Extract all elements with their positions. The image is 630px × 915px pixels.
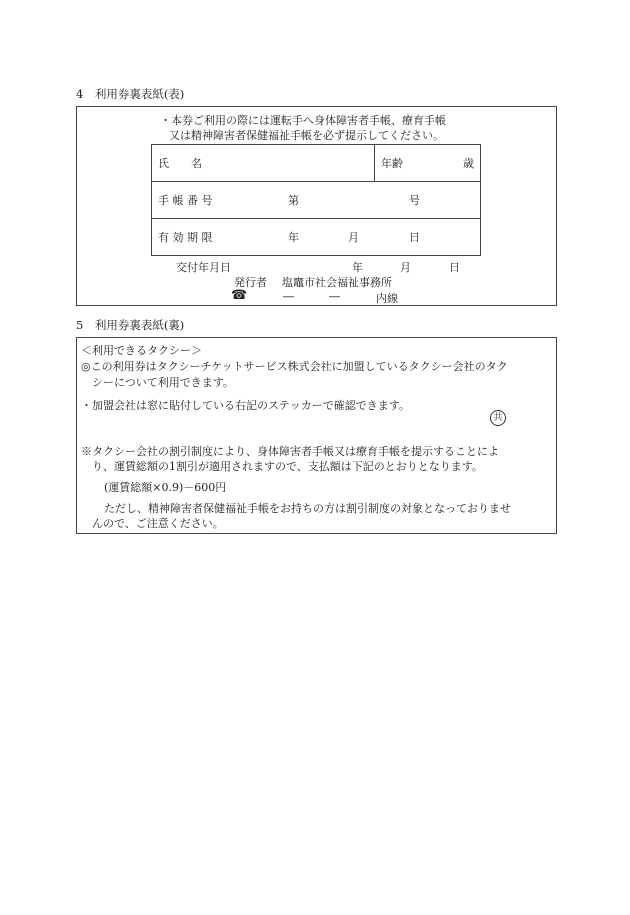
para2: ・加盟会社は窓に貼付している右記のステッカーで確認できます。 [81,399,410,412]
validity-day: 日 [409,231,420,244]
para1-line-1: ◎この利用券はタクシーチケットサービス株式会社に加盟しているタクシー会社のタク [81,360,508,373]
discount-formula: (運賃総額×0.9)－600円 [104,481,227,494]
para4-line-1: ただし、精神障害者保健福祉手帳をお持ちの方は割引制度の対象となっておりませ [104,502,511,515]
handbook-row [152,182,481,219]
issue-date-label: 交付年月日 [176,261,231,274]
extension-label: 内線 [376,292,398,305]
age-label: 年齢 [381,157,403,170]
name-row [152,145,481,182]
phone-dash-1: ― [283,290,294,303]
validity-label: 有 効 期 限 [158,231,213,244]
issue-month: 月 [400,261,411,274]
validity-year: 年 [288,231,299,244]
telephone-icon: ☎ [231,288,248,303]
issuer-name: 塩竈市社会福祉事務所 [282,276,392,289]
name-label: 氏 名 [158,157,202,170]
age-unit: 歳 [463,157,474,170]
holder-info-table [151,144,481,256]
taxi-title: ＜利用できるタクシー＞ [81,344,202,357]
para1-line-2: シーについて利用できます。 [92,376,234,389]
phone-dash-2: ― [329,290,340,303]
para3-line-1: ※タクシー会社の割引制度により、身体障害者手帳又は療育手帳を提示することによ [81,445,499,458]
issuer-label: 発行者 [234,276,267,289]
issue-day: 日 [449,261,460,274]
para4-line-2: んので、ご注意ください。 [92,517,224,530]
validity-month: 月 [348,231,359,244]
notice-line-1: ・本券ご利用の際には運転手へ身体障害者手帳、療育手帳 [160,114,446,127]
handbook-suffix: 号 [409,194,420,207]
age-cell[interactable] [375,145,481,182]
handbook-label: 手 帳 番 号 [158,194,213,207]
para3-line-2: り、運賃総額の1割引が適用されますので、支払額は下記のとおりとなります。 [92,460,483,473]
handbook-prefix: 第 [288,194,299,207]
kyo-sticker-seal: 共 [490,410,506,426]
validity-row [152,219,481,256]
validity-cell[interactable] [152,219,481,256]
notice-line-2: 又は精神障害者保健福祉手帳を必ず提示してください。 [169,129,444,142]
name-cell[interactable] [152,145,375,182]
handbook-cell[interactable] [152,182,481,219]
section4-heading: 4 利用券裏表紙(表) [76,87,185,101]
section5-heading: 5 利用券裏表紙(裏) [76,318,185,332]
issue-year: 年 [352,261,363,274]
